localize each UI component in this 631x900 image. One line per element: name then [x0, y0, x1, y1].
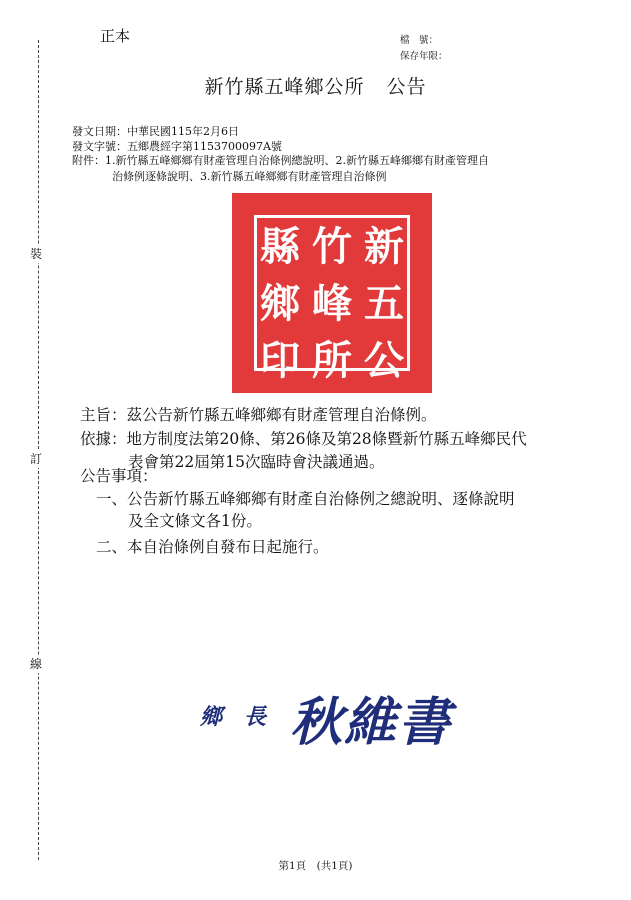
basis-line-2: 表會第22屆第15次臨時會決議通過。 [128, 453, 385, 471]
copy-mark: 正本 [100, 27, 131, 45]
seal-char: 新 [364, 223, 404, 270]
title-org: 新竹縣五峰鄉公所 [204, 76, 365, 98]
official-seal [232, 193, 432, 393]
signer-name-signature: 秋維書 [290, 692, 453, 753]
issue-date: 發文日期：中華民國115年2月6日 [72, 125, 239, 138]
seal-char: 縣 [260, 223, 300, 270]
basis-line-1: 依據：地方制度法第20條、第26條及第28條暨新竹縣五峰鄉民代 [80, 430, 527, 448]
retention-label: 保存年限： [400, 51, 448, 62]
seal-char: 所 [312, 337, 352, 384]
seal-characters [254, 215, 410, 384]
document-number: 發文字號：五鄉農經字第1153700097A號 [72, 140, 282, 153]
attachment-line-2: 治條例逐條說明、3.新竹縣五峰鄉鄉有財產管理自治條例 [112, 170, 387, 183]
binding-mark-xian: 線 [30, 657, 43, 671]
seal-char: 公 [364, 337, 404, 384]
binding-mark-ding: 訂 [30, 452, 43, 466]
file-number-label: 檔 號： [400, 35, 439, 46]
binding-mark-zhuang: 裝 [30, 247, 43, 261]
item-1-line-2: 及全文條文各1份。 [128, 512, 262, 530]
attachment-line-1: 附件：1.新竹縣五峰鄉鄉有財產管理自治條例總說明、2.新竹縣五峰鄉鄉有財產管理自 [72, 154, 489, 167]
seal-char: 峰 [312, 280, 352, 327]
announcement-items-label: 公告事項： [80, 467, 158, 485]
signer-title: 鄉 長 [200, 704, 267, 730]
seal-char: 鄉 [260, 280, 300, 327]
title-type: 公告 [386, 76, 427, 98]
item-2: 二、本自治條例自發布日起施行。 [96, 538, 329, 556]
subject: 主旨：茲公告新竹縣五峰鄉鄉有財產管理自治條例。 [80, 406, 437, 424]
document-title [0, 72, 631, 99]
attachments [72, 153, 572, 185]
page-number: 第1頁 (共1頁) [278, 860, 353, 872]
seal-char: 印 [260, 337, 300, 384]
seal-char: 五 [364, 280, 404, 327]
item-1-line-1: 一、公告新竹縣五峰鄉鄉有財產自治條例之總說明、逐條說明 [96, 490, 515, 508]
seal-char: 竹 [312, 223, 352, 270]
